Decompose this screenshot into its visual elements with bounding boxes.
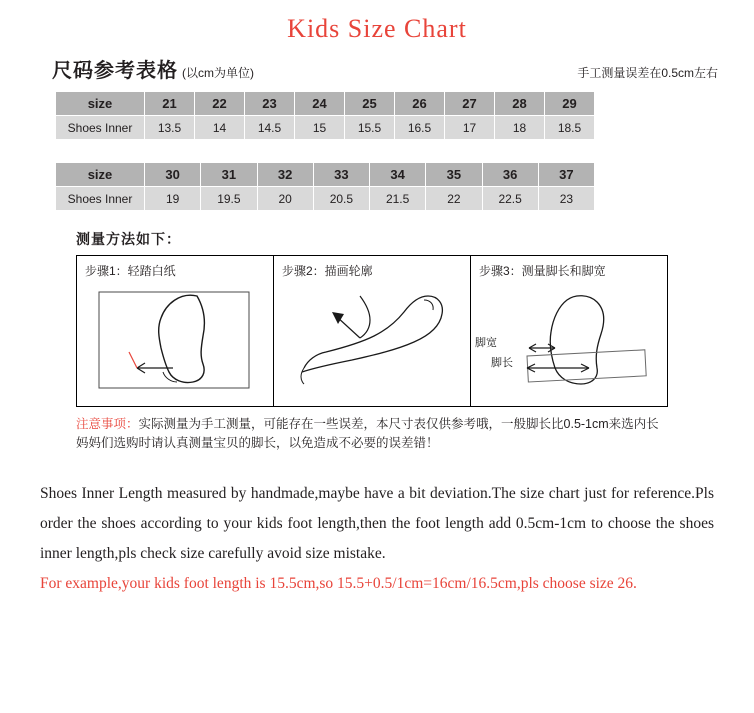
table2-size-cell: 33 [313, 163, 369, 187]
table1-row-label-size: size [56, 92, 145, 116]
table1-inner-cell: 14.5 [245, 116, 295, 140]
size-table-small [55, 91, 595, 140]
table1-size-cell: 21 [145, 92, 195, 116]
table1-size-cell: 26 [395, 92, 445, 116]
table2-size-cell: 35 [426, 163, 482, 187]
table1-inner-cell: 17 [445, 116, 495, 140]
warning-line-1: 实际测量为手工测量，可能存在一些误差，本尺寸表仅供参考哦，一般脚长比0.5-1cm来选内长 [138, 417, 659, 431]
steps-illustration-box [76, 255, 668, 407]
table1-size-cell: 27 [445, 92, 495, 116]
table2-size-cell: 34 [370, 163, 426, 187]
page-title: Kids Size Chart [287, 14, 467, 43]
table-row [56, 163, 595, 187]
table1-inner-cell: 16.5 [395, 116, 445, 140]
table2-size-cell: 31 [201, 163, 257, 187]
table-row [56, 187, 595, 211]
step-2 [274, 256, 471, 406]
table2-size-cell: 30 [145, 163, 201, 187]
warning-tag: 注意事项： [76, 417, 139, 431]
table2-row-label-size: size [56, 163, 145, 187]
step-3-label: 步骤3：测量脚长和脚宽 [479, 264, 606, 278]
table1-row-label-inner: Shoes Inner [56, 116, 145, 140]
bottom-example: For example,your kids foot length is 15.5cm,so 15.5+0.5/1cm=16cm/16.5cm,pls choose size 26. [40, 575, 637, 592]
table1-inner-cell: 13.5 [145, 116, 195, 140]
table1-inner-cell: 15.5 [345, 116, 395, 140]
table2-inner-cell: 23 [538, 187, 594, 211]
table1-size-cell: 22 [195, 92, 245, 116]
warning-note [76, 415, 668, 453]
table2-inner-cell: 20.5 [313, 187, 369, 211]
table1-size-cell: 29 [545, 92, 595, 116]
table1-size-cell: 25 [345, 92, 395, 116]
table2-inner-cell: 20 [257, 187, 313, 211]
table1-inner-cell: 18.5 [545, 116, 595, 140]
table2-inner-cell: 19.5 [201, 187, 257, 211]
table2-inner-cell: 21.5 [370, 187, 426, 211]
bottom-text-block [40, 479, 714, 599]
subhead-chinese: 尺码参考表格 [52, 60, 178, 82]
table1-inner-cell: 15 [295, 116, 345, 140]
table2-row-label-inner: Shoes Inner [56, 187, 145, 211]
table-row [56, 92, 595, 116]
subhead-row [0, 44, 754, 83]
table1-size-cell: 24 [295, 92, 345, 116]
annotation-foot-length: 脚长 [491, 357, 513, 369]
step-1-label: 步骤1：轻踏白纸 [85, 264, 176, 278]
subhead-unit: (以cm为单位) [182, 66, 254, 80]
bottom-paragraph: Shoes Inner Length measured by handmade,maybe have a bit deviation.The size chart just for reference.Pls order the shoes according to your kids foot length,then the foot length add 0.5cm-1cm to choose the shoes inner length,pls check size carefully avoid size mistake. [40, 485, 714, 562]
table2-size-cell: 37 [538, 163, 594, 187]
table-row [56, 116, 595, 140]
step-2-label: 步骤2：描画轮廓 [282, 264, 373, 278]
step-1 [77, 256, 274, 406]
warning-line-2: 妈妈们选购时请认真测量宝贝的脚长，以免造成不必要的误差错！ [76, 436, 439, 450]
measurement-tolerance-note: 手工测量误差在0.5cm左右 [577, 66, 718, 80]
table2-size-cell: 32 [257, 163, 313, 187]
table2-size-cell: 36 [482, 163, 538, 187]
steps-heading: 测量方法如下： [76, 231, 181, 247]
table2-inner-cell: 22.5 [482, 187, 538, 211]
annotation-foot-width: 脚宽 [475, 337, 497, 349]
table1-size-cell: 28 [495, 92, 545, 116]
table1-size-cell: 23 [245, 92, 295, 116]
table1-inner-cell: 14 [195, 116, 245, 140]
table1-inner-cell: 18 [495, 116, 545, 140]
size-table-large [55, 162, 595, 211]
step-3 [471, 256, 667, 406]
measure-steps-section [76, 229, 668, 407]
table2-inner-cell: 19 [145, 187, 201, 211]
table2-inner-cell: 22 [426, 187, 482, 211]
table-spacer [0, 140, 754, 154]
